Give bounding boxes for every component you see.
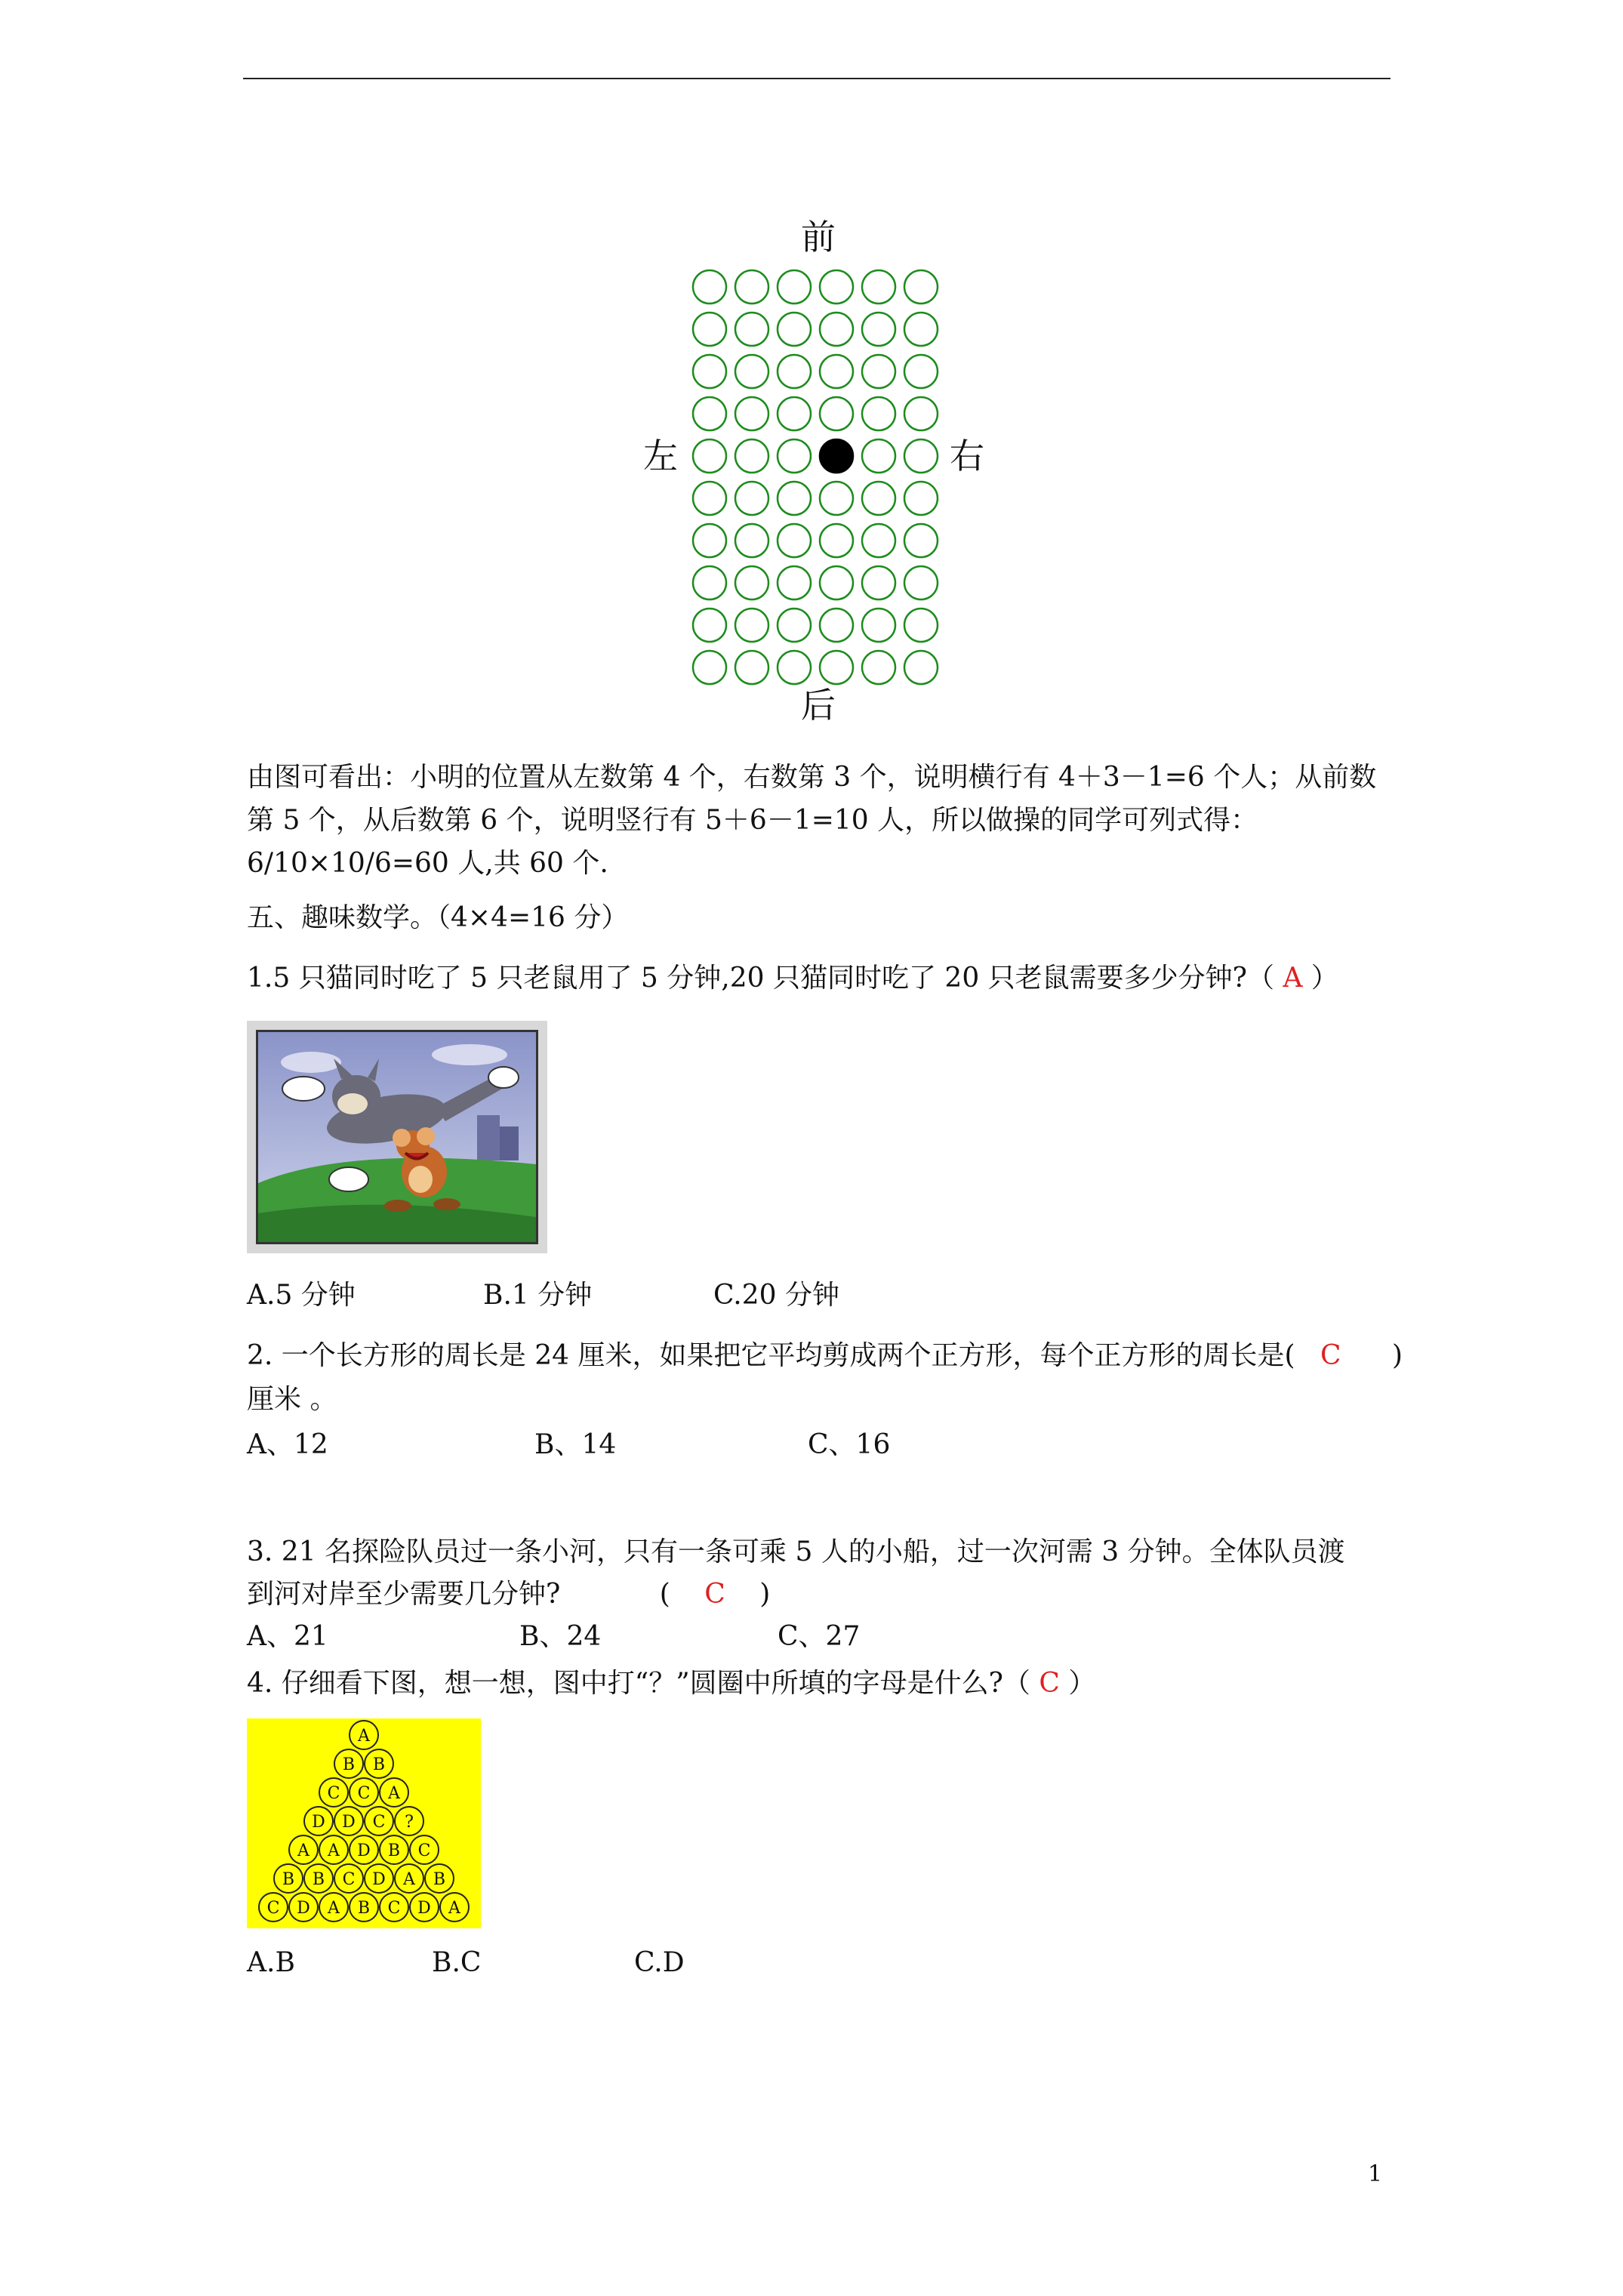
label-right: 右 <box>950 436 984 476</box>
question-2-close: ) <box>1392 1340 1403 1371</box>
label-front: 前 <box>801 217 836 257</box>
student-circle <box>778 355 811 388</box>
student-circle <box>778 651 811 684</box>
pyramid-letter: C <box>387 1899 401 1918</box>
student-circle <box>778 439 811 473</box>
student-circle <box>820 566 853 599</box>
letter-pyramid-svg <box>247 1718 481 1928</box>
student-circle <box>735 609 768 642</box>
question-1 <box>247 959 1338 998</box>
student-circle <box>693 397 726 430</box>
student-circle <box>862 313 895 346</box>
question-2-line-2: 厘米 。 <box>247 1384 337 1415</box>
student-circle <box>862 439 895 473</box>
student-circle <box>904 355 938 388</box>
student-circle <box>735 651 768 684</box>
pyramid-letter: A <box>328 1841 340 1860</box>
student-circle <box>778 524 811 557</box>
student-circle <box>693 566 726 599</box>
question-4-option-a: A.B <box>247 1947 295 1978</box>
question-4-answer: C <box>1039 1668 1060 1699</box>
student-circle <box>862 609 895 642</box>
student-circle <box>693 313 726 346</box>
student-circle <box>778 482 811 515</box>
student-circle <box>778 609 811 642</box>
student-circle <box>820 270 853 304</box>
question-1-answer: A <box>1283 963 1303 994</box>
question-1-option-a: A.5 分钟 <box>247 1280 356 1311</box>
question-3-option-b: B、24 <box>519 1621 602 1652</box>
pyramid-letter: B <box>357 1899 371 1918</box>
pyramid-letter: C <box>357 1784 371 1803</box>
cat-mouse-cartoon <box>247 1021 547 1253</box>
question-1-option-b: B.1 分钟 <box>483 1280 593 1311</box>
student-circle <box>904 482 938 515</box>
question-1-close: ） <box>1310 963 1338 994</box>
pyramid-letter: A <box>358 1727 370 1746</box>
student-circle <box>904 566 938 599</box>
header-rule <box>243 78 1390 79</box>
student-circle <box>820 482 853 515</box>
question-4-option-c: C.D <box>634 1947 685 1978</box>
pyramid-letter: ? <box>405 1813 414 1832</box>
question-4 <box>247 1664 1095 1703</box>
student-circle <box>820 651 853 684</box>
student-circle <box>735 313 768 346</box>
student-circle <box>820 355 853 388</box>
explanation-line-2: 第 5 个，从后数第 6 个，说明竖行有 5＋6－1=10 人，所以做操的同学可列式得： <box>247 805 1258 836</box>
question-3-option-a: A、21 <box>247 1621 328 1652</box>
student-circle <box>735 270 768 304</box>
student-circle <box>778 566 811 599</box>
pyramid-letter: B <box>433 1870 446 1889</box>
circle-grid <box>687 264 944 687</box>
student-circle <box>735 524 768 557</box>
pyramid-letter: A <box>388 1784 400 1803</box>
student-circle <box>735 439 768 473</box>
student-circle <box>693 609 726 642</box>
pyramid-letter: C <box>327 1784 340 1803</box>
student-circle <box>904 397 938 430</box>
question-3-option-c: C、27 <box>778 1621 861 1652</box>
student-circle <box>862 397 895 430</box>
question-3-text: 到河对岸至少需要几分钟? <box>247 1579 561 1610</box>
pyramid-letter: B <box>372 1755 386 1774</box>
xiaoming-circle <box>820 439 853 473</box>
student-circle <box>862 270 895 304</box>
student-circle <box>735 355 768 388</box>
student-circle <box>862 482 895 515</box>
pyramid-letter: B <box>282 1870 295 1889</box>
pyramid-letter: C <box>266 1899 280 1918</box>
question-2 <box>247 1336 1403 1376</box>
section-title: 五、趣味数学。（4×4=16 分） <box>247 902 629 933</box>
pyramid-letter: D <box>372 1870 386 1889</box>
student-circle <box>735 482 768 515</box>
question-2-option-a: A、12 <box>247 1429 328 1460</box>
pyramid-letter: C <box>372 1813 386 1832</box>
question-3-close: ) <box>759 1579 771 1610</box>
pyramid-letter: D <box>357 1841 371 1860</box>
pyramid-letter: B <box>342 1755 356 1774</box>
student-circle <box>693 524 726 557</box>
question-2-text: 2. 一个长方形的周长是 24 厘米，如果把它平均剪成两个正方形，每个正方形的周长是( <box>247 1340 1295 1371</box>
student-circle <box>820 524 853 557</box>
student-circle <box>904 439 938 473</box>
question-2-answer: C <box>1320 1340 1341 1371</box>
pyramid-letter: B <box>312 1870 325 1889</box>
question-4-option-b: B.C <box>432 1947 482 1978</box>
student-circle <box>693 355 726 388</box>
student-circle <box>862 566 895 599</box>
student-circle <box>904 651 938 684</box>
pyramid-letter: D <box>417 1899 431 1918</box>
question-3-open: ( <box>659 1579 670 1610</box>
question-4-close: ） <box>1068 1668 1096 1699</box>
student-circle <box>778 270 811 304</box>
student-circle <box>693 651 726 684</box>
question-1-option-c: C.20 分钟 <box>713 1280 839 1311</box>
student-circle <box>904 270 938 304</box>
student-circle <box>820 609 853 642</box>
student-circle <box>735 566 768 599</box>
question-3-line-2 <box>247 1575 770 1614</box>
page-number: 1 <box>1368 2161 1383 2187</box>
pyramid-letter: A <box>448 1899 460 1918</box>
pyramid-letter: D <box>297 1899 310 1918</box>
question-3-answer: C <box>704 1579 725 1610</box>
label-back: 后 <box>801 685 836 726</box>
pyramid-letter: A <box>403 1870 415 1889</box>
question-4-text: 4. 仔细看下图，想一想，图中打“？”圆圈中所填的字母是什么?（ <box>247 1668 1030 1699</box>
student-circle <box>862 524 895 557</box>
pyramid-letter: D <box>342 1813 356 1832</box>
pyramid-letter: C <box>417 1841 431 1860</box>
student-circle <box>904 609 938 642</box>
pyramid-letter: A <box>328 1899 340 1918</box>
student-circle <box>693 439 726 473</box>
explanation-line-1: 由图可看出：小明的位置从左数第 4 个，右数第 3 个，说明横行有 4＋3－1=6 个人；从前数 <box>247 762 1377 793</box>
student-circle <box>820 313 853 346</box>
question-2-option-c: C、16 <box>808 1429 891 1460</box>
pyramid-letter: B <box>387 1841 401 1860</box>
explanation-line-3: 6/10×10/6=60 人,共 60 个. <box>247 848 608 879</box>
student-circle <box>778 397 811 430</box>
student-circle <box>693 482 726 515</box>
question-1-text: 1.5 只猫同时吃了 5 只老鼠用了 5 分钟,20 只猫同时吃了 20 只老鼠需要多少分钟?（ <box>247 963 1274 994</box>
question-3-line-1: 3. 21 名探险队员过一条小河，只有一条可乘 5 人的小船，过一次河需 3 分钟。全体队员渡 <box>247 1536 1345 1567</box>
student-circle <box>820 397 853 430</box>
question-2-option-b: B、14 <box>534 1429 617 1460</box>
student-circle <box>778 313 811 346</box>
student-circle <box>862 651 895 684</box>
student-circle <box>904 313 938 346</box>
pyramid-letter: D <box>312 1813 325 1832</box>
student-circle <box>862 355 895 388</box>
letter-pyramid <box>247 1718 481 1928</box>
pyramid-letter: A <box>297 1841 310 1860</box>
label-left: 左 <box>643 436 678 476</box>
student-circle <box>693 270 726 304</box>
student-circle <box>904 524 938 557</box>
pyramid-letter: C <box>342 1870 356 1889</box>
student-circle <box>735 397 768 430</box>
